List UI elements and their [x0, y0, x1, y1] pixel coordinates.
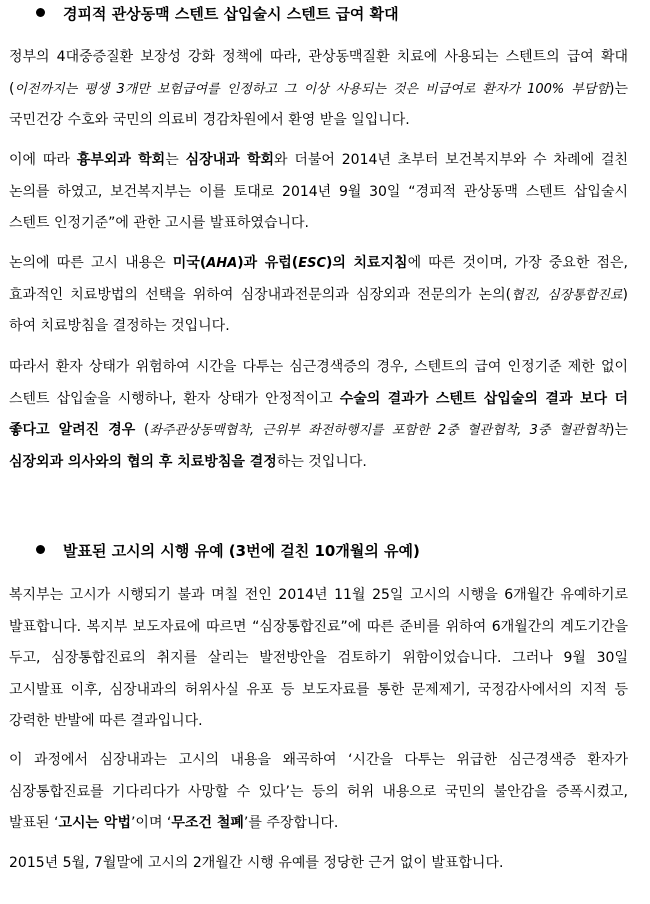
section2-heading: [36, 541, 420, 561]
section1-paragraph-2: 이에 따라 흉부외과 학회는 심장내과 학회와 더불어 2014년 초부터 보건복지부와 수 차례에 걸친 논의를 하였고, 보건복지부는 이를 토대로 2014년 9월 30일 “경피적 관상동맥 스텐트 삽입술시 스텐트 인정기준”에 관한 고시를 발표하였습니다.: [9, 152, 628, 231]
section1-paragraph-3: 논의에 따른 고시 내용은 미국(AHA)과 유럽(ESC)의 치료지침에 따른 것이며, 가장 중요한 점은, 효과적인 치료방법의 선택을 위하여 심장내과전문의과 심장외과 전문의가 논의(협진, 심장통합진료)하여 치료방침을 결정하는 것입니다.: [9, 255, 628, 334]
section2-paragraph-2: 이 과정에서 심장내과는 고시의 내용을 왜곡하여 ‘시간을 다투는 위급한 심근경색증 환자가 심장통합진료를 기다리다가 사망할 수 있다’는 등의 허위 내용으로 국민의 불안감을 증폭시켰고, 발표된 ‘고시는 악법’이며 ‘무조건 철폐’를 주장합니다.: [9, 752, 628, 831]
section1-paragraph-1: 정부의 4대중증질환 보장성 강화 정책에 따라, 관상동맥질환 치료에 사용되는 스텐트의 급여 확대 (이전까지는 평생 3개만 보험급여를 인정하고 그 이상 사용되는 것은 비급여로 환자가 100% 부담함)는 국민건강 수호와 국민의 의료비 경감차원에서 환영 받을 일입니다.: [9, 49, 628, 128]
section2-title: 발표된 고시의 시행 유예 (3번에 걸친 10개월의 유예): [63, 542, 420, 560]
section2-paragraph-3: 2015년 5월, 7월말에 고시의 2개월간 시행 유예를 정당한 근거 없이 발표합니다.: [9, 855, 504, 871]
section1-title: 경피적 관상동맥 스텐트 삽입술시 스텐트 급여 확대: [63, 5, 399, 23]
section1-paragraph-4: 따라서 환자 상태가 위험하여 시간을 다투는 심근경색증의 경우, 스텐트의 급여 인정기준 제한 없이 스텐트 삽입술을 시행하나, 환자 상태가 안정적이고 수술의 결과가 스텐트 삽입술의 결과 보다 더 좋다고 알려진 경우 (좌주관상동맥협착, 근위부 좌전하행지를 포함한 2중 혈관협착, 3중 혈관협착)는 심장외과 의사와의 협의 후 치료방침을 결정하는 것입니다.: [9, 359, 628, 470]
bullet-icon: [36, 8, 45, 17]
section1-heading: [36, 4, 399, 24]
section2-paragraph-1: 복지부는 고시가 시행되기 불과 며칠 전인 2014년 11월 25일 고시의 시행을 6개월간 유예하기로 발표합니다. 복지부 보도자료에 따르면 “심장통합진료”에 따른 준비를 위하여 6개월간의 계도기간을 두고, 심장통합진료의 취지를 살리는 발전방안을 검토하기 위함이었습니다. 그러나 9월 30일 고시발표 이후, 심장내과의 허위사실 유포 등 보도자료를 통한 문제제기, 국정감사에서의 지적 등 강력한 반발에 따른 결과입니다.: [9, 587, 628, 729]
bullet-icon: [36, 545, 45, 554]
